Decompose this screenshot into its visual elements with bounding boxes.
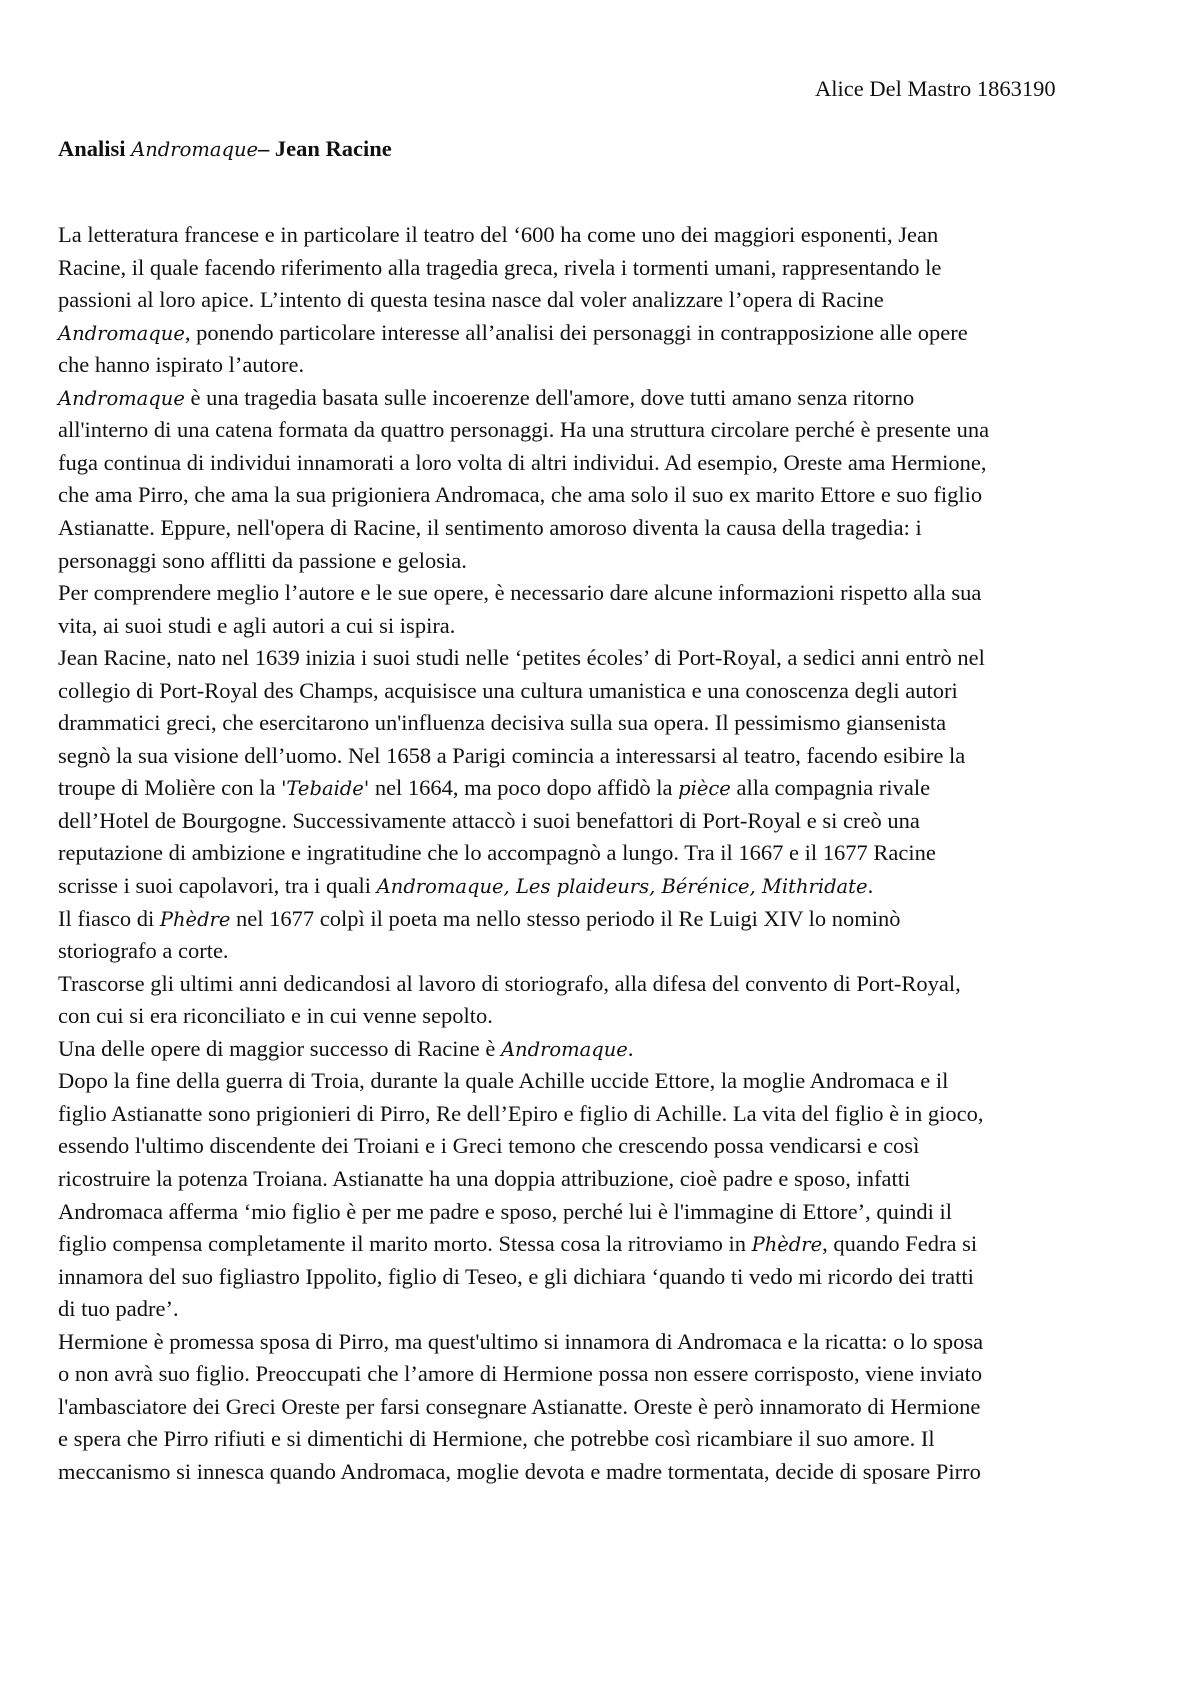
body-line	[58, 316, 968, 351]
body-line	[58, 1097, 983, 1131]
text-segment: vita, ai suoi studi e agli autori a cui si ispira.	[58, 612, 456, 638]
body-line	[58, 544, 467, 578]
text-segment: nel 1664, ma poco dopo affidò la	[369, 775, 679, 801]
body-line	[58, 251, 941, 285]
italic-segment: Phèdre	[159, 907, 231, 931]
author-line: Alice Del Mastro 1863190	[815, 76, 1056, 101]
text-segment: meccanismo si innesca quando Andromaca, moglie devota e madre tormentata, decide di sposare Pirro	[58, 1458, 981, 1484]
text-segment: figlio Astianatte sono prigionieri di Pirro, Re dell’Epiro e figlio di Achille. La vita del figlio è in gioco,	[58, 1100, 984, 1126]
body-line	[58, 1390, 980, 1424]
body-line	[58, 999, 493, 1033]
body-line	[58, 1455, 981, 1489]
text-segment: che ama Pirro, che ama la sua prigioniera Andromaca, che ama solo il suo ex marito Ettore e suo figlio	[58, 482, 983, 508]
body-line	[58, 967, 961, 1001]
text-segment: dell’Hotel de Bourgogne. Successivamente attaccò i suoi benefattori di Port-Royal e si creò una	[58, 807, 920, 833]
italic-segment: 'Tebaide'	[281, 777, 370, 801]
text-segment: personaggi sono afflitti da passione e gelosia.	[58, 547, 467, 573]
body-line	[58, 1357, 982, 1391]
text-segment: è una tragedia basata sulle incoerenze dell'amore, dove tutti amano senza ritorno	[184, 384, 915, 410]
italic-segment: Andromaque, Les plaideurs, Bérénice, Mithridate	[376, 875, 868, 898]
text-segment: nel 1677 colpì il poeta ma nello stesso periodo il Re Luigi XIV lo nominò	[230, 905, 901, 931]
text-segment: Jean Racine, nato nel 1639 inizia i suoi studi nelle ‘petites écoles’ di Port-Royal, a sedici anni entrò nel	[58, 645, 985, 671]
text-segment: fuga continua di individui innamorati a loro volta di altri individui. Ad esempio, Oreste ama Hermione,	[58, 449, 987, 475]
text-segment: e spera che Pirro rifiuti e si dimentichi di Hermione, che potrebbe così ricambiare il suo amore. Il	[58, 1426, 935, 1452]
body-line	[58, 869, 873, 904]
text-segment: passioni al loro apice. L’intento di questa tesina nasce dal voler analizzare l’opera di Racine	[58, 287, 884, 313]
text-segment: Racine, il quale facendo riferimento alla tragedia greca, rivela i tormenti umani, rappresentando le	[58, 254, 942, 280]
italic-segment: Andromaque	[58, 386, 185, 410]
body-line	[58, 478, 982, 512]
text-segment: collegio di Port-Royal des Champs, acquisisce una cultura umanistica e una conoscenza degli autori	[58, 677, 958, 703]
text-segment: .	[627, 1035, 634, 1061]
text-segment: La letteratura francese e in particolare il teatro del ‘600 ha come uno dei maggiori esponenti, Jean	[58, 222, 939, 247]
body-line	[58, 576, 981, 610]
text-segment: Andromaca afferma ‘mio figlio è per me padre e sposo, perché lui è l'immagine di Ettore’, quindi il	[58, 1198, 952, 1224]
title-prefix: Analisi	[58, 136, 132, 161]
body-line	[58, 1195, 952, 1229]
text-segment: Una delle opere di maggior successo di Racine è	[58, 1035, 501, 1061]
title-work: Andromaque	[131, 138, 259, 161]
body-line	[58, 413, 989, 447]
body-line	[58, 934, 229, 968]
body-line	[58, 1064, 948, 1098]
text-segment: Astianatte. Eppure, nell'opera di Racine, il sentimento amoroso diventa la causa della tragedia: i	[58, 514, 922, 540]
text-segment: innamora del suo figliastro Ippolito, figlio di Teseo, e gli dichiara ‘quando ti vedo mi ricordo dei tratti	[58, 1263, 974, 1289]
italic-segment: Andromaque	[58, 321, 185, 345]
text-segment: , ponendo particolare interesse all’analisi dei personaggi in contrapposizione alle opere	[184, 319, 968, 345]
text-segment: all'interno di una catena formata da quattro personaggi. Ha una struttura circolare perché è presente una	[58, 417, 990, 443]
body-line	[58, 283, 884, 317]
body-line	[58, 1292, 179, 1326]
text-segment: troupe di Molière con la	[58, 775, 282, 801]
title-suffix: – Jean Racine	[258, 136, 392, 161]
body-line	[58, 836, 936, 870]
italic-segment: Phèdre	[751, 1233, 823, 1257]
text-segment: Hermione è promessa sposa di Pirro, ma quest'ultimo si innamora di Andromaca e la ricatta: o lo sposa	[58, 1328, 984, 1354]
body-line	[58, 381, 914, 416]
text-segment: scrisse i suoi capolavori, tra i quali	[58, 873, 377, 898]
text-segment: drammatici greci, che esercitarono un'influenza decisiva sulla sua opera. Il pessimismo giansenista	[58, 710, 947, 736]
body-line	[58, 641, 985, 675]
text-segment: di tuo padre’.	[58, 1296, 179, 1322]
text-segment: Per comprendere meglio l’autore e le sue opere, è necessario dare alcune informazioni rispetto alla sua	[58, 580, 982, 606]
text-segment: con cui si era riconciliato e in cui venne sepolto.	[58, 1003, 493, 1029]
document-title	[58, 132, 392, 167]
text-segment: , quando Fedra si	[822, 1231, 978, 1257]
body-line	[58, 1422, 935, 1456]
body-line	[58, 739, 965, 773]
text-segment: figlio compensa completamente il marito morto. Stessa cosa la ritroviamo in	[58, 1231, 752, 1257]
body-line	[58, 1260, 974, 1294]
body-line	[58, 902, 901, 937]
body-line	[58, 1325, 983, 1359]
body-line	[58, 804, 920, 838]
body-line	[58, 1129, 919, 1163]
body-line	[58, 1162, 910, 1196]
text-segment: che hanno ispirato l’autore.	[58, 352, 305, 378]
body-line	[58, 511, 922, 545]
text-segment: ricostruire la potenza Troiana. Astianatte ha una doppia attribuzione, cioè padre e sposo, infatti	[58, 1165, 911, 1191]
text-segment: storiografo a corte.	[58, 938, 229, 964]
text-segment: Dopo la fine della guerra di Troia, durante la quale Achille uccide Ettore, la moglie Andromaca e il	[58, 1068, 949, 1094]
body-line	[58, 1227, 977, 1262]
text-segment: Il fiasco di	[58, 905, 160, 931]
body-line	[58, 218, 938, 252]
text-segment: reputazione di ambizione e ingratitudine che lo accompagnò a lungo. Tra il 1667 e il 1677 Racine	[58, 840, 936, 866]
body-line	[58, 706, 946, 740]
text-segment: essendo l'ultimo discendente dei Troiani e i Greci temono che crescendo possa vendicarsi e così	[58, 1133, 920, 1159]
italic-segment: Andromaque	[500, 1037, 628, 1061]
body-line	[58, 674, 958, 708]
text-segment: o non avrà suo figlio. Preoccupati che l’amore di Hermione possa non essere corrisposto, viene inviato	[58, 1361, 983, 1387]
text-segment: segnò la sua visione dell’uomo. Nel 1658 a Parigi comincia a interessarsi al teatro, facendo esibire la	[58, 742, 966, 768]
text-segment: .	[867, 873, 874, 898]
body-line	[58, 771, 930, 806]
text-segment: Trascorse gli ultimi anni dedicandosi al lavoro di storiografo, alla difesa del convento di Port-Royal,	[58, 970, 961, 996]
body-line	[58, 348, 304, 382]
text-segment: alla compagnia rivale	[730, 775, 931, 801]
body-line	[58, 609, 455, 643]
italic-segment: pièce	[678, 777, 731, 801]
text-segment: l'ambasciatore dei Greci Oreste per farsi consegnare Astianatte. Oreste è però innamorato di Hermione	[58, 1393, 981, 1419]
body-line	[58, 446, 987, 480]
body-line	[58, 1032, 633, 1067]
